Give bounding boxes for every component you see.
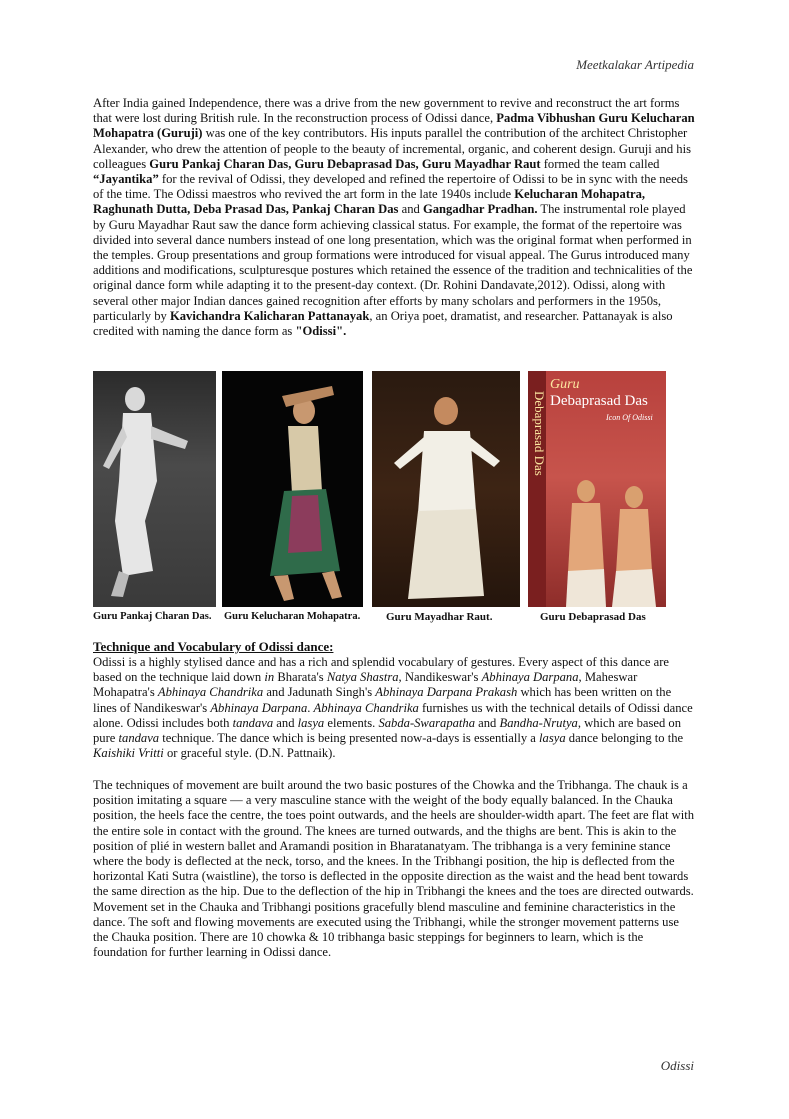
italic-run: Bandha-Nrutya	[499, 715, 578, 730]
text-run: and Jadunath Singh's	[263, 685, 376, 700]
italic-run: lasya	[297, 715, 325, 730]
text-run: .	[307, 700, 314, 715]
running-header: Meetkalakar Artipedia	[576, 57, 694, 72]
dancer-silhouette-icon	[222, 371, 363, 607]
text-run: elements.	[324, 715, 379, 730]
text-run: , which are based on pure	[93, 715, 682, 746]
text-run: technique. The dance which is being presented now-a-days is essentially a	[159, 731, 540, 746]
bold-run: Kelucharan Mohapatra, Raghunath Dutta, Deba Prasad Das, Pankaj Charan Das	[93, 187, 646, 217]
text-run: formed the team called	[540, 156, 660, 171]
italic-run: Natya Shastra	[326, 670, 399, 685]
text-run: , Nandikeswar's	[398, 670, 482, 685]
text-run: which has been written on the lines of Nandikeswar's	[93, 685, 672, 715]
photo-mayadhar-raut	[372, 371, 520, 607]
italic-run: Abhinaya Darpana	[210, 700, 308, 715]
cover-title-line2: Debaprasad Das	[550, 393, 648, 409]
section-heading: Technique and Vocabulary of Odissi dance:	[93, 639, 334, 654]
cover-title-line1: Guru	[550, 377, 580, 392]
italic-run: in	[264, 670, 275, 685]
text-run: , Maheswar Mohapatra's	[93, 670, 638, 700]
bold-run: "Odissi".	[295, 324, 347, 339]
bold-run: Padma Vibhushan Guru Kelucharan Mohapatra (Guruji)	[93, 111, 695, 141]
technique-paragraph	[93, 655, 696, 761]
text-run: furnishes us with the technical details of Odissi dance alone. Odissi includes both	[93, 700, 693, 730]
italic-run: Abhinaya Darpana	[481, 670, 579, 685]
italic-run: tandava	[118, 731, 160, 746]
italic-run: Abhinaya Darpana Prakash	[375, 685, 518, 700]
bold-run: Kavichandra Kalicharan Pattanayak	[169, 308, 370, 323]
bold-run: Guru Pankaj Charan Das, Guru Debaprasad Das, Guru Mayadhar Raut	[149, 156, 541, 171]
text-run: After India gained Independence, there was a drive from the new government to revive and reconstruct the art forms that were lost during British rule. In the reconstruction process of Odissi dance,	[93, 96, 680, 126]
text-run: and	[273, 715, 298, 730]
photo-pankaj-charan-das	[93, 371, 216, 607]
cover-spine-text: Debaprasad Das	[532, 391, 547, 476]
text-run: was one of the key contributors. His inputs parallel the contribution of the architect Christopher Alexander, who drew the attention of people to the beauty of incremental, organic, and coherent design. Guruji and his colleagues	[93, 126, 691, 171]
text-run: The instrumental role played by Guru Mayadhar Raut saw the dance form achieving classical status. For example, the format of the repertoire was divided into several dance numbers instead of one long presentation, which was the original format when performed in the temples. Group presentations and group formations were introduced for visual appeal. The Gurus introduced many additions and modifications, sculpturesque postures which retained the essence of the tradition and technicalities of the original dance form while adapting it to the present-day context. (Dr. Rohini Dandavate,2012). Odissi, along with several other major Indian dances gained recognition after efforts by many scholars and performers in the 1950s, particularly by	[93, 202, 693, 323]
photo-caption: Guru Kelucharan Mohapatra.	[224, 611, 361, 622]
text-run: for the revival of Odissi, they developed and refined the repertoire of Odissi to be in sync with the needs of the time. The Odissi maestros who revived the art form in the late 1940s include	[93, 172, 688, 202]
running-footer: Odissi	[660, 1058, 694, 1073]
photo-debaprasad-das-cover	[528, 371, 666, 607]
bold-run: Gangadhar Pradhan.	[422, 202, 538, 217]
italic-run: Abhinaya Chandrika	[313, 700, 419, 715]
text-run: or graceful style. (D.N. Pattnaik).	[163, 746, 336, 761]
photo-caption: Guru Debaprasad Das	[540, 611, 646, 623]
photo-caption: Guru Mayadhar Raut.	[386, 611, 493, 623]
text-run: , an Oriya poet, dramatist, and researcher. Pattanayak is also credited with naming the dance form as	[93, 308, 673, 339]
cover-title-line3: Icon Of Odissi	[606, 413, 653, 422]
text-run: and	[475, 715, 500, 730]
text-run: dance belonging to the	[565, 731, 684, 746]
italic-run: Abhinaya Chandrika	[157, 685, 264, 700]
italic-run: Sabda-Swarapatha	[378, 715, 476, 730]
dancer-silhouette-icon	[93, 371, 216, 607]
postures-paragraph: The techniques of movement are built around the two basic postures of the Chowka and the Tribhanga. The chauk is a position imitating a square — a very masculine stance with the weight of the body equally balanced. In the Chauka position, the heels face the centre, the toes point outwards, and the heels are shoulder-width apart. The feet are flat with the entire sole in contact with the ground. The knees are turned outwards, and the thighs are bent. This is akin to the position of plié in western ballet and Aramandi position in Bharatanatyam. The tribhanga is a very feminine stance where the body is deflected at the neck, torso, and the knees. In the Tribhangi position, the hip is deflected from the horizontal Kati Sutra (waistline), the torso is deflected in the opposite direction as the waist and the head bent towards the same direction as the hip. Due to the deflection of the hip in Tribhangi the knees and the toes are directed outwards. Movement set in the Chauka and Tribhangi positions gracefully blend masculine and feminine characteristics in the dance. The soft and flowing movements are executed using the Tribhangi, while the stronger movement patterns use the Chauka position. There are 10 chowka & 10 tribhanga basic steppings for beginners to learn, which is the foundation for further learning in Odissi dance.	[93, 778, 695, 960]
bold-run: “Jayantika”	[93, 172, 159, 187]
italic-run: lasya	[539, 731, 566, 746]
cover-spine	[528, 371, 546, 607]
text-run: Bharata's	[274, 670, 327, 685]
text-run: Odissi is a highly stylised dance and has a rich and splendid vocabulary of gestures. Every aspect of this dance are based on the technique laid down	[93, 655, 669, 685]
italic-run: tandava	[232, 715, 274, 730]
photo-kelucharan-mohapatra	[222, 371, 363, 607]
dancer-silhouette-icon	[372, 371, 520, 607]
italic-run: Kaishiki Vritti	[93, 746, 164, 761]
intro-paragraph	[93, 96, 696, 339]
photo-caption: Guru Pankaj Charan Das.	[93, 611, 212, 622]
text-run: and	[398, 202, 423, 217]
dancers-figure-icon	[546, 431, 666, 607]
